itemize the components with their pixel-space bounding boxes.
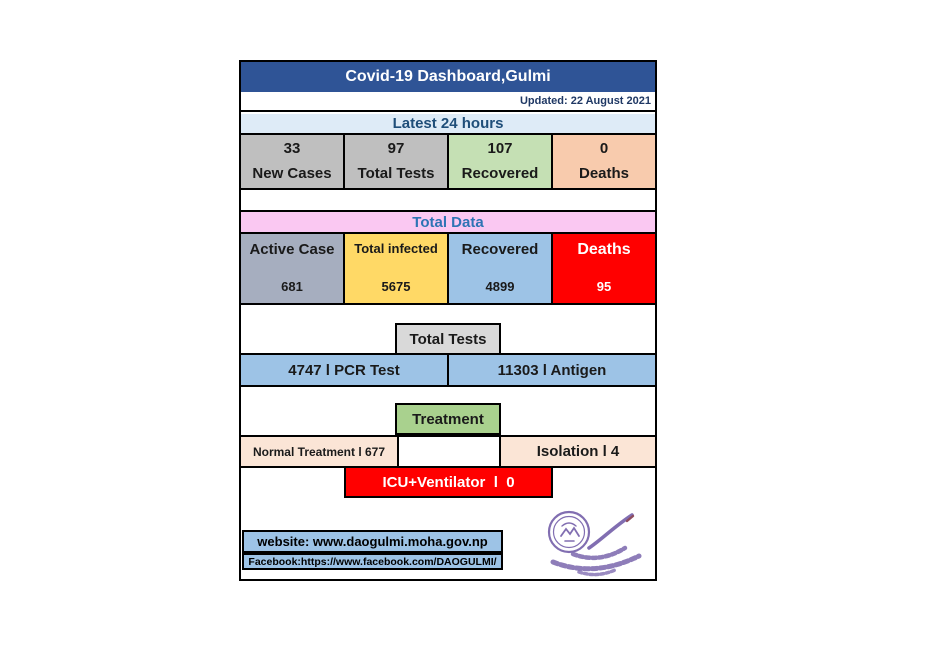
recovered-cell [449,135,553,188]
treatment-row [241,435,655,468]
total-deaths-cell [553,234,655,303]
total-deaths-label: Deaths [577,241,631,258]
official-stamp [539,508,657,578]
isolation-cell: Isolation l 4 [501,437,655,466]
dashboard-table [239,60,657,581]
icu-ventilator-box: ICU+Ventilator l 0 [344,466,553,498]
recovered-value: 107 [487,140,513,157]
total-tests-heading-box: Total Tests [395,323,501,355]
new-cases-label: New Cases [252,165,332,182]
total-infected-cell [345,234,449,303]
tests-row [241,353,655,387]
page-title: Covid-19 Dashboard,Gulmi [241,62,655,92]
deaths-value: 0 [599,140,609,157]
total-infected-label: Total infected [354,241,438,256]
treatment-heading-box: Treatment [395,403,501,435]
total-tests-label: Total Tests [357,165,435,182]
normal-treatment-cell: Normal Treatment l 677 [241,437,399,466]
total-tests-value: 97 [387,140,405,157]
website-link[interactable]: website: www.daogulmi.moha.gov.np [242,530,503,553]
antigen-test-cell: 11303 l Antigen [449,355,655,385]
total-data-heading: Total Data [241,210,655,234]
pcr-test-cell: 4747 l PCR Test [241,355,449,385]
total-recovered-cell [449,234,553,303]
total-infected-value: 5675 [381,279,411,294]
total-tests-cell [345,135,449,188]
total-recovered-value: 4899 [485,279,515,294]
latest-24-hours-row [241,135,655,190]
deaths-cell [553,135,655,188]
facebook-link[interactable]: Facebook:https://www.facebook.com/DAOGULMI/ [242,553,503,570]
total-data-row [241,234,655,305]
active-case-label: Active Case [249,241,335,258]
latest-24-hours-heading: Latest 24 hours [241,114,655,135]
total-recovered-label: Recovered [461,241,539,258]
deaths-label: Deaths [578,165,630,182]
treatment-empty-cell [399,437,501,466]
updated-timestamp: Updated: 22 August 2021 [241,92,655,112]
recovered-label: Recovered [461,165,539,182]
active-case-value: 681 [281,279,303,294]
new-cases-value: 33 [283,140,301,157]
active-case-cell [241,234,345,303]
new-cases-cell [241,135,345,188]
total-deaths-value: 95 [596,279,612,294]
